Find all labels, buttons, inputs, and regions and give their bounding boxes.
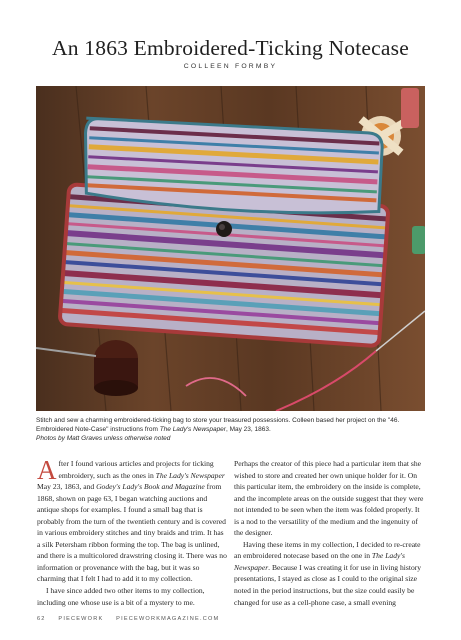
text-run: from 1868, shown on page 63, I began watching auctions and antique shops for examples. I found a small bag that is probably from the turn of the twentieth century and is covered in various embroidery stitches and tiny braids and trim. It has a silk Petersham ribbon forming the top. The bag is unlined, and there is a multicolored drawstring closing it. There was no information or provenance with the bag, but it was so charming that I felt I had to add it to my collection. [37, 482, 227, 584]
photo-credit: Photos by Matt Graves unless otherwise noted [36, 434, 171, 442]
body-column-2 [234, 458, 424, 608]
paragraph [37, 455, 227, 585]
caption-source: The Lady's Newspaper [159, 425, 226, 433]
text-run: . Because I was creating it for use in living history presentations, I stayed as close as I could to the original size noted in the period instructions, but the size could easily be changed for use as a cell-phone case, a small evening [234, 562, 422, 607]
text-run: fter I found various articles and projects for ticking embroidery, such as the ones in [58, 459, 214, 480]
paragraph: Perhaps the creator of this piece had a particular item that she wished to store and created her own unique holder for it. On this particular item, the embroidery on the inside is complete, and the incomplete areas on the outside suggest that they were not intended to be seen when the item was folded properly. It is a nod to the versatility of the medium and the ingenuity of the designer. [234, 459, 424, 538]
text-run-italic: The Lady's Newspaper [234, 551, 405, 572]
page-number: 62 [37, 616, 46, 622]
photo-caption [36, 417, 428, 443]
paragraph [234, 539, 424, 608]
page-footer [37, 616, 229, 622]
notecase-photo [36, 86, 425, 411]
photo-illustration [36, 86, 425, 411]
caption-text: Stitch and sew a charming embroidered-ticking bag to store your treasured possessions. Colleen based her project on the "46. Embroidered Note-Case" instructions from [36, 417, 400, 433]
text-run-italic: Godey's Lady's Book and Magazine [96, 482, 205, 492]
caption-date: , May 23, 1863. [225, 425, 271, 433]
body-column-1 [37, 455, 227, 608]
website-link[interactable]: PIECEWORKMAGAZINE.COM [116, 616, 220, 622]
text-run: Having these items in my collection, I decided to re-create an embroidered notecase based on the one in [234, 539, 421, 561]
text-run-italic: The Lady's Newspaper [155, 470, 225, 480]
paragraph: I have since added two other items to my collection, including one whose use is a bit of a mystery to me. [37, 586, 205, 607]
author-byline: COLLEEN FORMBY [183, 63, 278, 70]
article-title: An 1863 Embroidered-Ticking Notecase [52, 36, 409, 60]
magazine-name: PIECEWORK [58, 616, 104, 622]
text-run: May 23, 1863, and [37, 482, 97, 492]
drop-cap: A [37, 455, 57, 485]
